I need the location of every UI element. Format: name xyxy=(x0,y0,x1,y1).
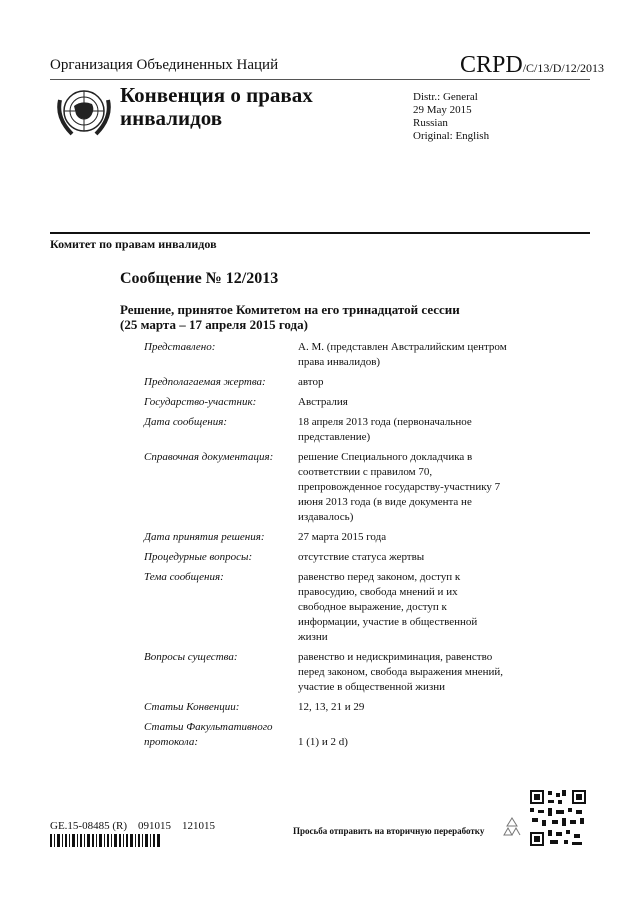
section-divider xyxy=(50,232,590,234)
metadata-row xyxy=(144,375,514,390)
metadata-value: 18 апреля 2013 года (первоначальное представление) xyxy=(298,416,472,443)
distribution-language: Russian xyxy=(413,117,448,129)
distribution-date: 29 May 2015 xyxy=(413,104,472,116)
document-title: Конвенция о правах инвалидов xyxy=(120,83,313,130)
original-language: Original: English xyxy=(413,130,490,142)
metadata-row xyxy=(144,340,514,370)
metadata-row xyxy=(144,415,514,445)
metadata-value: равенство и недискриминация, равенство перед законом, свобода выражения мнений, участие в общественной жизни xyxy=(298,651,504,693)
metadata-label: Дата принятия решения: xyxy=(144,531,265,543)
organization-name: Организация Объединенных Наций xyxy=(50,57,279,73)
metadata-row xyxy=(144,570,514,645)
metadata-row xyxy=(144,650,514,695)
metadata-label: Статьи Конвенции: xyxy=(144,701,240,713)
symbol-main: CRPD xyxy=(460,52,523,78)
distribution-type: Distr.: General xyxy=(413,91,478,103)
metadata-label: Предполагаемая жертва: xyxy=(144,376,266,388)
metadata-row xyxy=(144,450,514,525)
un-emblem-icon xyxy=(52,84,116,142)
recycle-notice: Просьба отправить на вторичную переработку xyxy=(293,826,485,836)
decision-title-line-2: (25 марта – 17 апреля 2015 года) xyxy=(120,317,308,332)
metadata-label: Представлено: xyxy=(144,341,216,353)
metadata-label: Тема сообщения: xyxy=(144,571,224,583)
header-divider xyxy=(50,79,590,80)
metadata-label: Справочная документация: xyxy=(144,451,274,463)
metadata-label: Государство-участник: xyxy=(144,396,257,408)
document-job-code: GE.15-08485 (R) 091015 121015 xyxy=(50,820,215,832)
decision-title xyxy=(120,302,520,332)
metadata-value: отсутствие статуса жертвы xyxy=(298,551,425,563)
metadata-value: 12, 13, 21 и 29 xyxy=(298,701,365,713)
metadata-row xyxy=(144,700,514,715)
metadata-label: Дата сообщения: xyxy=(144,416,228,428)
metadata-value: автор xyxy=(298,376,324,388)
symbol-suffix: /C/13/D/12/2013 xyxy=(522,61,605,75)
document-symbol xyxy=(460,52,604,79)
recycle-icon xyxy=(500,815,524,839)
metadata-table xyxy=(144,340,514,755)
metadata-label: Процедурные вопросы: xyxy=(144,551,253,563)
committee-name: Комитет по правам инвалидов xyxy=(50,237,217,251)
metadata-label: Вопросы существа: xyxy=(144,651,238,663)
metadata-value: 1 (1) и 2 d) xyxy=(298,736,348,748)
metadata-value: 27 марта 2015 года xyxy=(298,531,387,543)
metadata-row xyxy=(144,550,514,565)
decision-title-line-1: Решение, принятое Комитетом на его тринадцатой сессии xyxy=(120,302,460,317)
metadata-label: Статьи Факультативного протокола: xyxy=(144,721,273,748)
metadata-value: решение Специального докладчика в соответствии с правилом 70, препровожденное государству-участнику 7 июня 2013 года (в виде документа не издавалось) xyxy=(298,451,501,523)
metadata-row xyxy=(144,720,514,750)
metadata-value: А. М. (представлен Австралийским центром права инвалидов) xyxy=(298,341,507,368)
barcode-icon xyxy=(50,834,162,847)
distribution-info xyxy=(413,91,489,143)
metadata-row xyxy=(144,395,514,410)
qr-code-icon xyxy=(528,788,588,848)
communication-number: Сообщение № 12/2013 xyxy=(120,270,279,287)
metadata-row xyxy=(144,530,514,545)
metadata-value: равенство перед законом, доступ к правосудию, свобода мнений и их свободное выражение, доступ к информации, участие в общественной жизни xyxy=(298,571,478,643)
metadata-value: Австралия xyxy=(298,396,348,408)
